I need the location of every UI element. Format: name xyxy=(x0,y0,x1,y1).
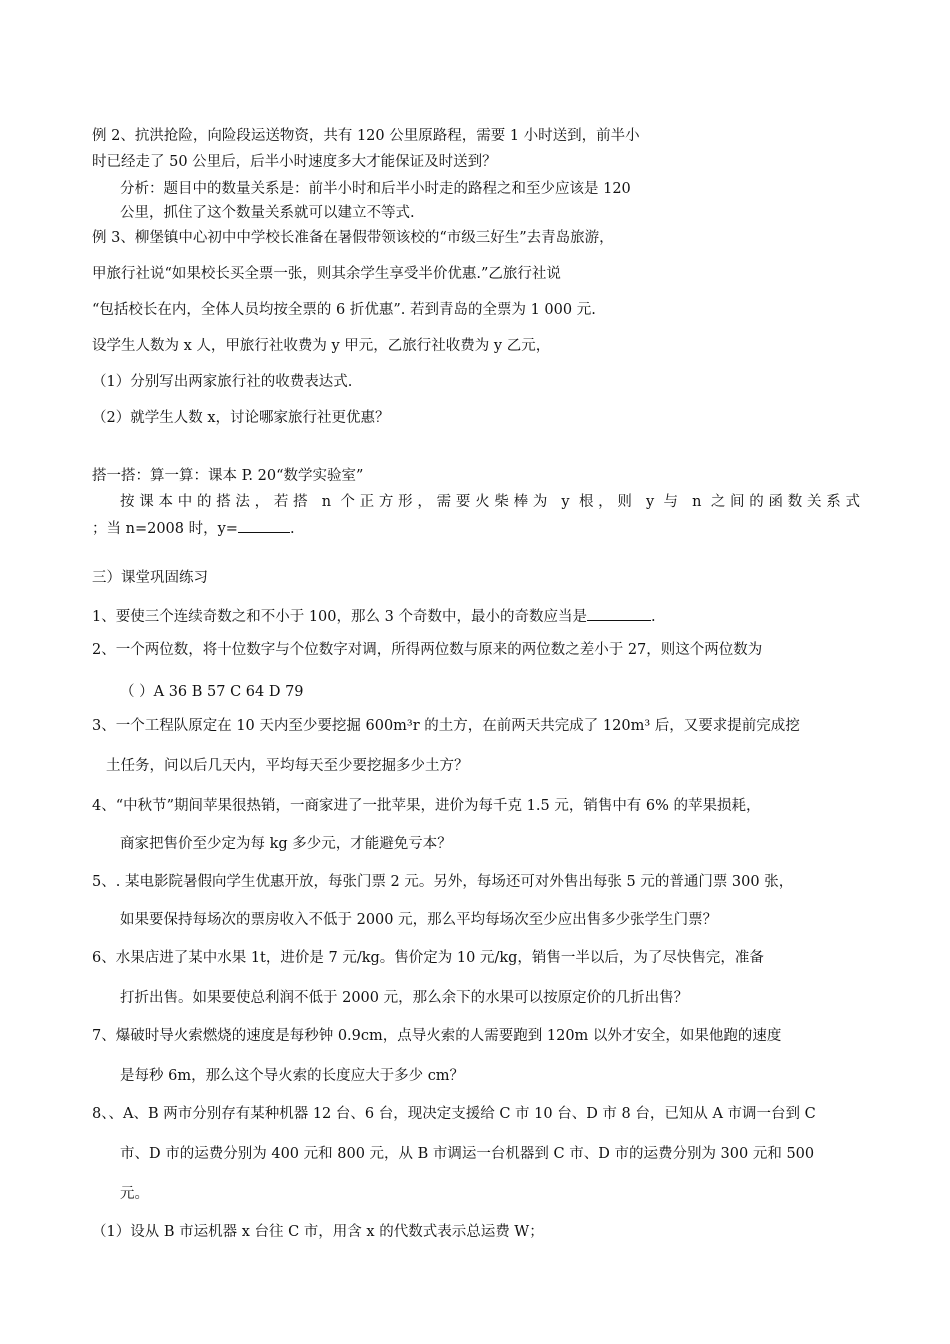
ex2-analysis2: 公里，抓住了这个数量关系就可以建立不等式. xyxy=(120,205,415,221)
p5-line2: 如果要保持每场次的票房收入不低于 2000 元，那么平均每场次至少应出售多少张学生门票？ xyxy=(120,912,718,928)
ex3-q2: （2）就学生人数 x，讨论哪家旅行社更优惠？ xyxy=(92,410,390,426)
p1-wrap xyxy=(92,606,656,627)
p4-line1: 4、“中秋节”期间苹果很热销，一商家进了一批苹果，进价为每千克 1.5 元，销售中有 6% 的苹果损耗， xyxy=(92,798,761,814)
match-title: 搭一搭：算一算：课本 P. 20“数学实验室” xyxy=(92,468,364,484)
p8-line1: 8、、A、B 两市分别存有某种机器 12 台、6 台，现决定支援给 C 市 10 台、D 市 8 台，已知从 A 市调一台到 C xyxy=(92,1106,816,1122)
match-answer-blank[interactable] xyxy=(238,518,290,533)
p8-q1: （1）设从 B 市运机器 x 台往 C 市，用含 x 的代数式表示总运费 W； xyxy=(92,1224,544,1240)
p5-line1: 5、. 某电影院暑假向学生优惠开放，每张门票 2 元。另外，每场还可对外售出每张 5 元的普通门票 300 张， xyxy=(92,874,794,890)
p6-line2: 打折出售。如果要使总利润不低于 2000 元，那么余下的水果可以按原定价的几折出售？ xyxy=(120,990,689,1006)
ex3-line2: 甲旅行社说“如果校长买全票一张，则其余学生享受半价优惠.”乙旅行社说 xyxy=(92,266,561,282)
p3-line1: 3、一个工程队原定在 10 天内至少要挖掘 600m³r 的土方，在前两天共完成了 120m³ 后，又要求提前完成挖 xyxy=(92,718,800,734)
ex3-line1: 例 3、柳堡镇中心初中中学校长准备在暑假带领该校的“市级三好生”去青岛旅游， xyxy=(92,230,614,246)
p1-answer-blank[interactable] xyxy=(587,606,651,621)
ex3-q1: （1）分别写出两家旅行社的收费表达式. xyxy=(92,374,353,390)
p7-line1: 7、爆破时导火索燃烧的速度是每秒钟 0.9cm，点导火索的人需要跑到 120m 以外才安全，如果他跑的速度 xyxy=(92,1028,782,1044)
ex2-line2: 时已经走了 50 公里后，后半小时速度多大才能保证及时送到？ xyxy=(92,154,497,170)
p1-end: . xyxy=(650,609,656,625)
match-line1: 按课本中的搭法，若搭 n 个正方形，需要火柴棒为 y 根，则 y 与 n 之间的函数关系式 xyxy=(120,494,860,510)
p2-text: 2、一个两位数，将十位数字与个位数字对调，所得两位数与原来的两位数之差小于 27，则这个两位数为 xyxy=(92,642,763,658)
match-line2-end: . xyxy=(289,521,295,537)
section3-title: 三）课堂巩固练习 xyxy=(92,570,208,586)
p7-line2: 是每秒 6m，那么这个导火索的长度应大于多少 cm？ xyxy=(120,1068,465,1084)
match-line2-wrap xyxy=(92,518,295,539)
p3-line2: 土任务，问以后几天内，平均每天至少要挖掘多少土方？ xyxy=(106,758,469,774)
ex2-analysis1: 分析：题目中的数量关系是：前半小时和后半小时走的路程之和至少应该是 120 xyxy=(120,181,631,197)
ex3-line3: “包括校长在内，全体人员均按全票的 6 折优惠”. 若到青岛的全票为 1 000 元. xyxy=(92,302,596,318)
ex2-line1: 例 2、抗洪抢险，向险段运送物资，共有 120 公里原路程，需要 1 小时送到，前半小 xyxy=(92,128,640,144)
p6-line1: 6、水果店进了某中水果 1t，进价是 7 元/kg。售价定为 10 元/kg，销售一半以后，为了尽快售完，准备 xyxy=(92,950,764,966)
ex3-line4: 设学生人数为 x 人，甲旅行社收费为 y 甲元，乙旅行社收费为 y 乙元， xyxy=(92,338,551,354)
p1-text: 1、要使三个连续奇数之和不小于 100，那么 3 个奇数中，最小的奇数应当是 xyxy=(92,609,587,625)
match-line2: ；当 n=2008 时，y= xyxy=(92,521,238,537)
p2-options: （ ）A 36 B 57 C 64 D 79 xyxy=(120,684,304,700)
p8-line2: 市、D 市的运费分别为 400 元和 800 元，从 B 市调运一台机器到 C 市、D 市的运费分别为 300 元和 500 xyxy=(120,1146,815,1162)
p4-line2: 商家把售价至少定为每 kg 多少元，才能避免亏本？ xyxy=(120,836,452,852)
p8-line3: 元。 xyxy=(120,1186,149,1202)
